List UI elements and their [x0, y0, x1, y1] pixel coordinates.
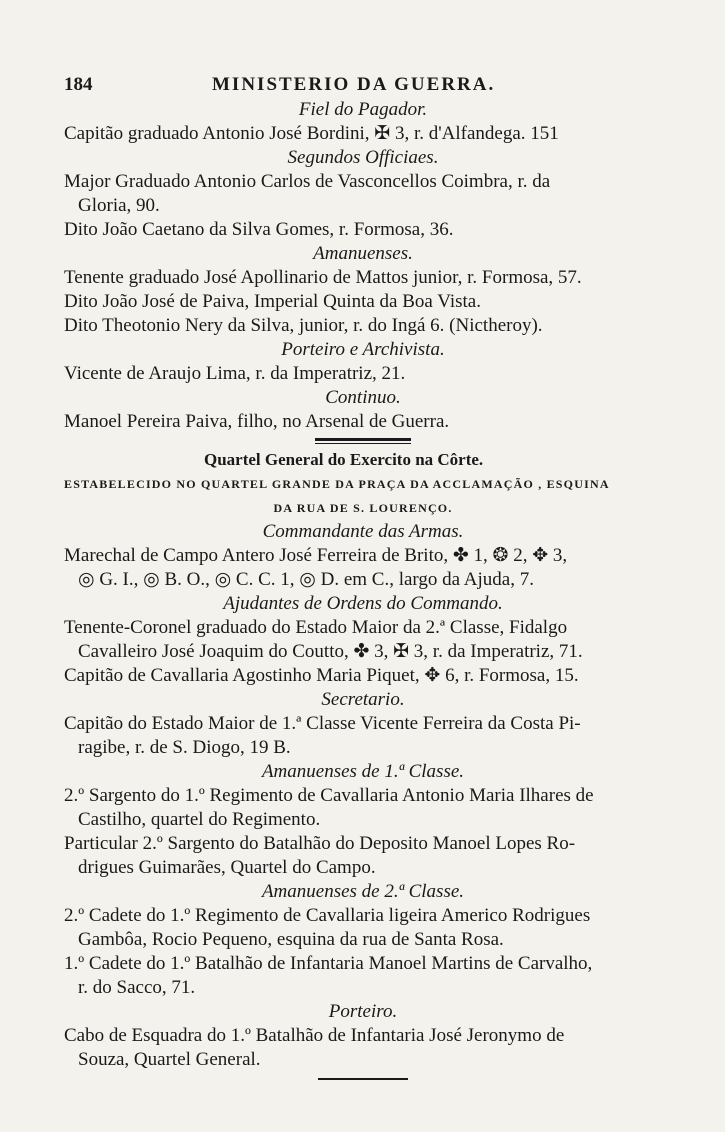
subheading: Commandante das Armas. — [262, 521, 464, 542]
divider-line — [318, 1078, 408, 1080]
subheading: Fiel do Pagador. — [298, 99, 428, 120]
subheading: Segundos Officiaes. — [287, 147, 439, 168]
entry-line: Marechal de Campo Antero José Ferreira de Brito, ✤ 1, ❂ 2, ✥ 3, — [64, 545, 568, 566]
running-title: MINISTERIO DA GUERRA. — [212, 74, 496, 95]
divider-line — [315, 438, 411, 444]
entry-line: Dito Theotonio Nery da Silva, junior, r. do Ingá 6. (Nictheroy). — [64, 315, 543, 336]
section-address: ESTABELECIDO NO QUARTEL GRANDE DA PRAÇA DA ACCLAMAÇÃO , ESQUINA — [64, 477, 610, 491]
section-title: Quartel General do Exercito na Côrte. — [204, 450, 484, 469]
entry-line: Vicente de Araujo Lima, r. da Imperatriz, 21. — [64, 363, 406, 384]
subheading: Porteiro. — [328, 1001, 398, 1022]
entry-continuation: Castilho, quartel do Regimento. — [78, 809, 321, 830]
entry-line: Manoel Pereira Paiva, filho, no Arsenal de Guerra. — [64, 411, 450, 432]
subheading: Amanuenses. — [313, 243, 413, 264]
entry-continuation: Souza, Quartel General. — [78, 1049, 261, 1070]
entry-continuation: r. do Sacco, 71. — [78, 977, 196, 998]
entry-line: 2.º Cadete do 1.º Regimento de Cavallaria ligeira Americo Rodrigues — [64, 905, 591, 926]
entry-line: 1.º Cadete do 1.º Batalhão de Infantaria Manoel Martins de Carvalho, — [64, 953, 593, 974]
subheading: Porteiro e Archivista. — [281, 339, 445, 360]
entry-continuation: Cavalleiro José Joaquim do Coutto, ✤ 3, ✠ 3, r. da Imperatriz, 71. — [78, 641, 583, 662]
subheading: Ajudantes de Ordens do Commando. — [223, 593, 503, 614]
subheading: Secretario. — [321, 689, 405, 710]
entry-line: Tenente graduado José Apollinario de Mattos junior, r. Formosa, 57. — [64, 267, 582, 288]
page-number: 184 — [64, 74, 93, 95]
entry-continuation: ◎ G. I., ◎ B. O., ◎ C. C. 1, ◎ D. em C., largo da Ajuda, 7. — [78, 569, 534, 590]
section-address: DA RUA DE S. LOURENÇO. — [273, 501, 453, 515]
section-divider — [64, 1072, 662, 1086]
entry-continuation: ragibe, r. de S. Diogo, 19 B. — [78, 737, 291, 758]
entry-line: Dito João Caetano da Silva Gomes, r. Formosa, 36. — [64, 219, 454, 240]
subheading: Continuo. — [325, 387, 401, 408]
entry-continuation: drigues Guimarães, Quartel do Campo. — [78, 857, 376, 878]
page-body — [64, 98, 662, 1086]
entry-line: 2.º Sargento do 1.º Regimento de Cavallaria Antonio Maria Ilhares de — [64, 785, 594, 806]
section-divider — [64, 434, 662, 448]
entry-line: Capitão de Cavallaria Agostinho Maria Piquet, ✥ 6, r. Formosa, 15. — [64, 665, 579, 686]
subheading: Amanuenses de 2.ª Classe. — [261, 881, 465, 902]
entry-line: Cabo de Esquadra do 1.º Batalhão de Infantaria José Jeronymo de — [64, 1025, 565, 1046]
entry-line: Dito João José de Paiva, Imperial Quinta da Boa Vista. — [64, 291, 481, 312]
entry-continuation: Gloria, 90. — [78, 195, 160, 216]
entry-line: Capitão graduado Antonio José Bordini, ✠ 3, r. d'Alfandega. 151 — [64, 123, 559, 144]
entry-line: Major Graduado Antonio Carlos de Vasconcellos Coimbra, r. da — [64, 171, 551, 192]
entry-line: Particular 2.º Sargento do Batalhão do Deposito Manoel Lopes Ro- — [64, 833, 576, 854]
entry-line: Capitão do Estado Maior de 1.ª Classe Vicente Ferreira da Costa Pi- — [64, 713, 581, 734]
subheading: Amanuenses de 1.ª Classe. — [261, 761, 465, 782]
entry-continuation: Gambôa, Rocio Pequeno, esquina da rua de Santa Rosa. — [78, 929, 504, 950]
entry-line: Tenente-Coronel graduado do Estado Maior da 2.ª Classe, Fidalgo — [64, 617, 568, 638]
